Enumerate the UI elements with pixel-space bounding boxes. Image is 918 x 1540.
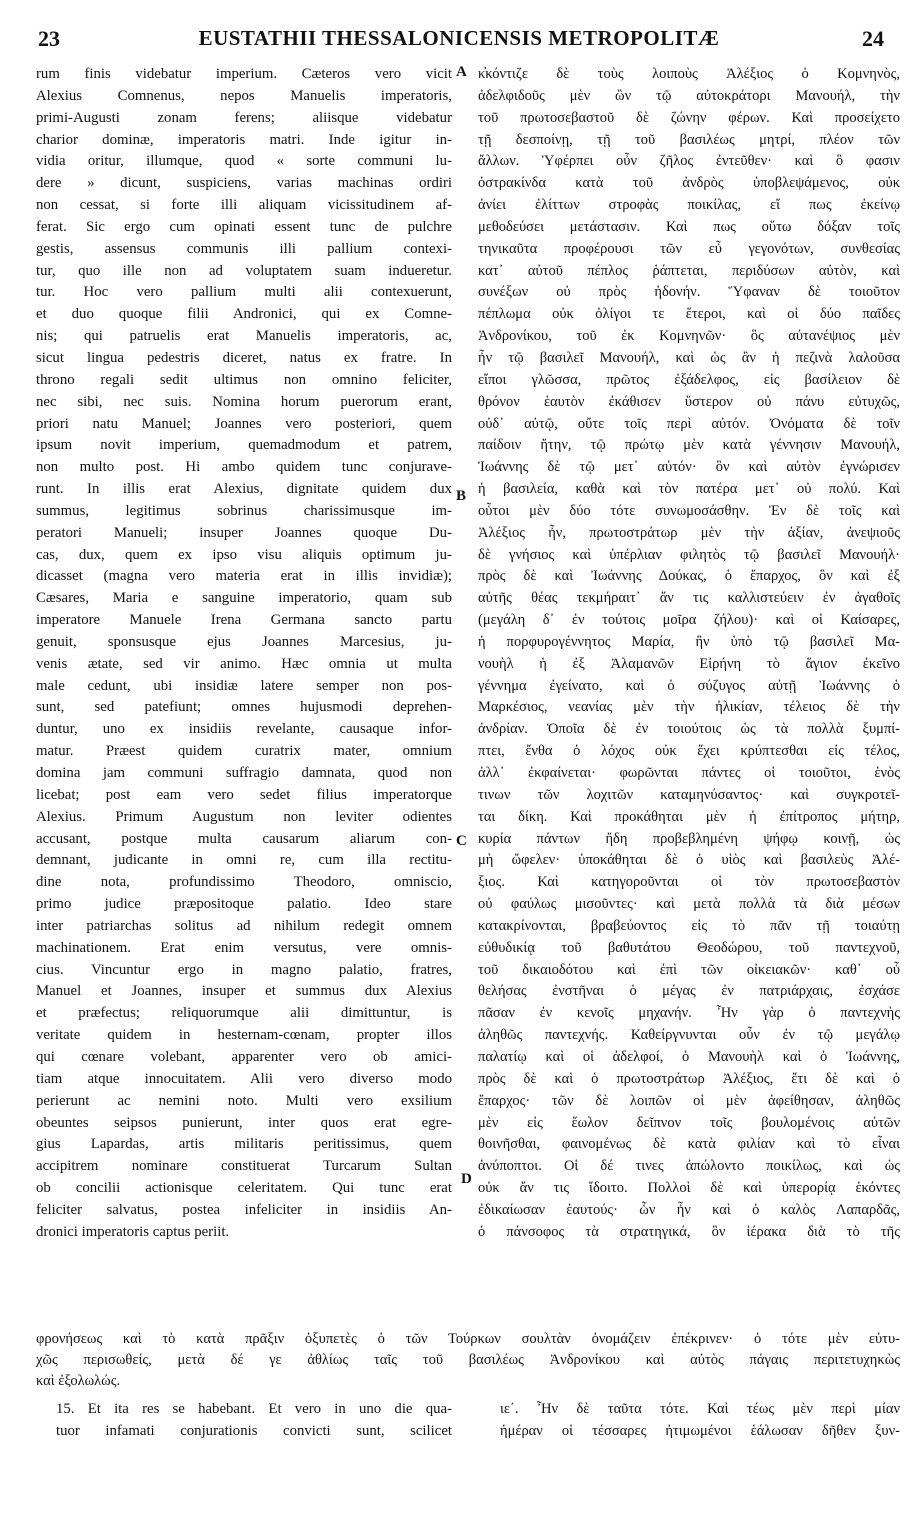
greek-text-line: Ἀνδρονίκου, τοῦ ἐκ Κομνηνῶν· ὃς αὐτανέψιος μὲν bbox=[478, 328, 900, 345]
greek-full-width-line: χῶς περισωθείς, μετὰ δέ γε ἀθλίως ταῖς τοῦ βασιλέως Ἀνδρονίκου καὶ αὐτὸς πάγαις περιτετυχηκὼς bbox=[36, 1352, 900, 1368]
greek-text-line: κατ᾽ αὐτοῦ πέπλος ῥάπτεται, περιδύσων αὐτὸν, καὶ bbox=[478, 262, 900, 279]
greek-text-line: Ἰωάννης δὲ τῷ μετ᾽ αὐτόν· ὃν καὶ αὐτὸν ἐγνώρισεν bbox=[478, 459, 900, 476]
section-latin-line: 15. Et ita res se habebant. Et vero in uno die qua- bbox=[56, 1401, 452, 1417]
latin-text-line: nis; qui patruelis erat Manuelis imperatoris, ac, bbox=[36, 328, 452, 345]
latin-text-line: matur. Præest quidem curatrix mater, omnium bbox=[36, 743, 452, 760]
latin-text-line: qui cœnare volebant, apparenter vero ob amici- bbox=[36, 1048, 452, 1065]
greek-text-line: εἴποι γλῶσσα, πρῶτος ἐξάδελφος, εἰς βασίλειον δὲ bbox=[478, 371, 900, 388]
greek-text-line: ἄλλων. Ὑφέρπει οὖν ζῆλος ἐντεῦθεν· καὶ ὃ φασιν bbox=[478, 153, 900, 170]
greek-full-width-block bbox=[36, 1329, 900, 1392]
greek-text-line: γέννημα ἐγείνατο, καὶ ὁ σύζυγος αὐτῇ Ἰωάννης ὁ bbox=[478, 677, 900, 694]
greek-text-line: θελήσας ἐνστῆναι ὁ μέγας ἐν πατριάρχαις, ἐσχάσε bbox=[478, 983, 900, 1000]
latin-text-line: obeuntes seipsos punierunt, inter quos erat egre- bbox=[36, 1114, 452, 1131]
latin-text-line: Manuel et Joannes, insuper et summus dux Alexius bbox=[36, 983, 452, 1000]
latin-text-line: dronici imperatoris captus periit. bbox=[36, 1223, 230, 1240]
greek-text-line: ἐδικαίωσαν ἑαυτούς· ὧν ἦν καὶ ὁ καλὸς Λαπαρδᾶς, bbox=[478, 1201, 900, 1218]
latin-text-line: summus, legitimus sobrinus charissimusque im- bbox=[36, 502, 452, 519]
greek-text-line: τοῦ πρωτοσεβαστοῦ δὲ ζώνην φέρων. Καὶ προσείχετο bbox=[478, 109, 900, 126]
greek-text-line: κυρία πάντων ἤδη προβεβλημένη ψήφῳ κοινῇ, ὡς bbox=[478, 830, 900, 847]
greek-text-line: τοῦ δικαιοδότου καὶ ἐπὶ τῶν οἰκειακῶν· καθ᾽ οὗ bbox=[478, 961, 900, 978]
latin-column bbox=[36, 64, 452, 1244]
greek-text-line: ἀνύποπτοι. Οἱ δέ τινες ἀπώλοντο ποικίλως, καὶ ὡς bbox=[478, 1158, 900, 1175]
latin-text-line: ferat. Sic ergo cum opinati essent tunc de pulchre bbox=[36, 218, 452, 235]
latin-text-line: imperatore Manuele Irena Germana sancto partu bbox=[36, 612, 452, 629]
greek-text-line: ξιος. Καὶ κατηγοροῦνται οἱ τὸν πρωτοσεβαστὸν bbox=[478, 874, 900, 891]
page-header bbox=[30, 6, 888, 51]
latin-text-line: primo judice præpositoque palatio. Ideo stare bbox=[36, 896, 452, 913]
greek-text-line: ἀνίει ἐλίττων στροφὰς ποικίλας, εἴ πως ἐκείνῳ bbox=[478, 197, 900, 214]
page-number-left: 23 bbox=[38, 26, 60, 51]
greek-text-line: οὐδ᾽ αὐτῷ, οὔτε τοῖς περὶ αὐτόν. Ὀνόματα δὲ τοῖν bbox=[478, 415, 900, 432]
greek-text-line: Μαρκέσιος, νεανίας μὲν τὴν ἡλικίαν, τέλειος δὲ τὴν bbox=[478, 699, 900, 716]
latin-text-line: ob concilii actionisque celeritatem. Qui tunc erat bbox=[36, 1180, 452, 1197]
latin-text-line: duntur, uno ex insidiis revelante, causaque infor- bbox=[36, 721, 452, 738]
latin-text-line: tur, quo ille non ad voluptatem suam indueretur. bbox=[36, 262, 452, 279]
latin-text-line: dere » dicunt, suspiciens, varias machinas ordiri bbox=[36, 175, 452, 192]
latin-text-line: sunt, sed patefiunt; omnes hujusmodi deprehen- bbox=[36, 699, 452, 716]
section-15-latin bbox=[56, 1398, 452, 1442]
latin-text-line: gestis, assensus communis illi pallium contexi- bbox=[36, 240, 452, 257]
latin-text-line: accipitrem nominare constituerat Turcarum Sultan bbox=[36, 1158, 452, 1175]
greek-text-line: πρὸς δὲ καὶ ὁ πρωτοστράτωρ Ἀλέξιος, ἔτι δὲ καὶ ὁ bbox=[478, 1070, 900, 1087]
latin-text-line: runt. In illis erat Alexius, dignitate quidem dux bbox=[36, 481, 452, 498]
greek-text-line: ἡ βασιλεία, καθὰ καὶ τὸν πατέρα μετ᾽ οὐ πολύ. Καὶ bbox=[478, 481, 900, 498]
greek-text-line: θρόνον ἑαυτὸν ἐκάθισεν ὕστερον οὐ πάνυ εὐτυχῶς, bbox=[478, 393, 900, 410]
latin-text-line: cius. Vincuntur ergo in magno palatio, fratres, bbox=[36, 961, 452, 978]
greek-column bbox=[478, 64, 900, 1244]
greek-text-line: ἀδελφιδοῦς μὲν ὢν τῷ αὐτοκράτορι Μανουήλ, τὴν bbox=[478, 87, 900, 104]
latin-text-line: accusant, postque multa causarum aliarum con- bbox=[36, 830, 452, 847]
latin-text-line: feliciter salvatus, postea infeliciter in insidiis An- bbox=[36, 1201, 452, 1218]
greek-text-line: ται δίκη. Καὶ προκάθηται μὲν ἡ ἐπίτροπος μήτηρ, bbox=[478, 808, 900, 825]
latin-text-line: inter patriarchas solitus ad nihilum redegit omnem bbox=[36, 917, 452, 934]
latin-text-line: tiam atque innocuitatem. Alii vero diverso modo bbox=[36, 1070, 452, 1087]
greek-text-line: τινων τῶν λοχιτῶν καταμηνύσαντος· καὶ συγκροτεῖ- bbox=[478, 786, 900, 803]
latin-text-line: perierunt ac nemini noto. Multi vero exsilium bbox=[36, 1092, 452, 1109]
latin-text-line: cas, dux, quem ex ipso visu aliquis optimum ju- bbox=[36, 546, 452, 563]
section-latin-line: tuor infamati conjurationis convicti sunt, scilicet bbox=[56, 1423, 452, 1439]
latin-text-line: dine nota, profundissimo Theodoro, omniscio, bbox=[36, 874, 452, 891]
section-greek-line: ἡμέραν οἱ τέσσαρες ἠτιμωμένοι ἑάλωσαν δῆθεν ξυν- bbox=[500, 1423, 900, 1439]
latin-text-line: nec sibi, nec suis. Nomina horum puerorum erant, bbox=[36, 393, 452, 410]
greek-text-line: πρὸς δὲ καὶ Ἰωάννης Δούκας, ὁ ἔπαρχος, ὃν καὶ ἐξ bbox=[478, 568, 900, 585]
latin-text-line: tur. Hoc vero pallium multi alii contexuerunt, bbox=[36, 284, 452, 301]
greek-text-line: μὴ ὤφελεν· ὑποκάθηται δὲ ὁ υἱὸς καὶ βασιλεὺς Ἀλέ- bbox=[478, 852, 900, 869]
greek-text-line: εὐθυδικίᾳ τοῦ βαθυτάτου Θεοδώρου, τοῦ παντεχνοῦ, bbox=[478, 939, 900, 956]
margin-marker-b: B bbox=[456, 488, 467, 504]
latin-text-line: dicasset (magna vero materia erat in illis invidiæ); bbox=[36, 568, 452, 585]
greek-text-line: Ἀλέξιος ἦν, πρωτοστράτωρ μὲν τὴν ἀξίαν, ἀνεψιοῦς bbox=[478, 524, 900, 541]
latin-text-line: veritate quidem in hesternam-cœnam, propter illos bbox=[36, 1027, 452, 1044]
greek-full-width-line: καὶ ἐξολωλώς. bbox=[36, 1373, 121, 1389]
greek-text-line: (μεγάλη δ᾽ ἐν τούτοις μοῖρα ζήλου)· καὶ οἱ Καίσαρες, bbox=[478, 612, 900, 629]
greek-text-line: πέπλωμα οὐκ ὀλίγοι τε ἕτεροι, καὶ οἱ δύο παῖδες bbox=[478, 306, 900, 323]
greek-text-line: οὗτοι μὲν δύο τότε συνωμοσάσθην. Ἐν δὲ τοῖς καὶ bbox=[478, 502, 900, 519]
latin-text-line: Cæsares, Maria e sanguine imperatorio, quam sub bbox=[36, 590, 452, 607]
greek-text-line: τηνικαῦτα προφέρουσι τῶν εὖ γεγονότων, συνθεσίας bbox=[478, 240, 900, 257]
margin-marker-c: C bbox=[456, 833, 467, 849]
greek-text-line: πᾶσαν ἐν κενοῖς μηχανήν. Ἦν γὰρ ὁ παντεχνὴς bbox=[478, 1005, 900, 1022]
greek-text-line: συνέξων οὐ πρὸς ἡδονήν. Ὕφαναν δὲ τοιοῦτον bbox=[478, 284, 900, 301]
latin-text-line: non cessat, si forte illi aliquam vicissitudinem af- bbox=[36, 197, 452, 214]
greek-text-line: αὐτῆς θέας τεκμήραιτ᾽ ἄν τις καλλιστεύειν ἐν ἀγαθοῖς bbox=[478, 590, 900, 607]
greek-text-line: μεθοδεύσει μετάστασιν. Καὶ πως οὕτω δόξαν τοῖς bbox=[478, 218, 900, 235]
latin-text-line: demnant, judicante in omni re, cum illa rectitu- bbox=[36, 852, 452, 869]
latin-text-line: genuit, sponsusque ejus Joannes Marcesius, ju- bbox=[36, 633, 452, 650]
margin-marker-a: A bbox=[456, 64, 467, 80]
latin-text-line: sicut lingua pedestris diceret, natus ex fratre. In bbox=[36, 349, 452, 366]
greek-text-line: μὲν εἰς ἕωλον δεῖπνον τοῖς βουλομένοις αὐτῶν bbox=[478, 1114, 900, 1131]
greek-text-line: ἔπαρχος· τῶν δὲ λοιπῶν οἱ μὲν ἀφείθησαν, ἀληθῶς bbox=[478, 1092, 900, 1109]
greek-text-line: οὐ φαύλως μισοῦντες· καὶ μετὰ πολλὰ τὰ διὰ μέσων bbox=[478, 896, 900, 913]
greek-text-line: ἀνδρίαν. Ὁποῖα δὲ ἐν τοιούτοις ὡς τὰ πολλὰ ξυμπί- bbox=[478, 721, 900, 738]
greek-text-line: ἦν τῷ βασιλεῖ Μανουήλ, καὶ ὡς ἂν ἡ πεζινὰ λαλοῦσα bbox=[478, 349, 900, 366]
latin-text-line: et præfectus; reliquorumque alii dimittuntur, is bbox=[36, 1005, 452, 1022]
page-number-right: 24 bbox=[862, 26, 884, 51]
greek-text-line: πτει, ἔνθα ὁ λόχος οὐκ ἔχει κρύπτεσθαι εἰς τέλος, bbox=[478, 743, 900, 760]
greek-text-line: ἡ πορφυρογέννητος Μαρία, ἣν ὑπὸ τῷ βασιλεῖ Μα- bbox=[478, 633, 900, 650]
latin-text-line: peratori Manueli; insuper Joannes quoque Du- bbox=[36, 524, 452, 541]
latin-text-line: ipsum novit imperium, quemadmodum et patrem, bbox=[36, 437, 452, 454]
greek-text-line: παίδοιν ἤτην, τῷ πρώτῳ μὲν κατὰ γέννησιν Μανουήλ, bbox=[478, 437, 900, 454]
section-15-greek bbox=[500, 1398, 900, 1442]
latin-text-line: rum finis videbatur imperium. Cæteros vero vicit bbox=[36, 66, 452, 82]
latin-text-line: primi-Augusti zonam ferens; aliisque videbatur bbox=[36, 109, 452, 126]
latin-text-line: licebat; post eam vero sedet filius imperatorque bbox=[36, 786, 452, 803]
latin-text-line: Alexius Comnenus, nepos Manuelis imperatoris, bbox=[36, 87, 452, 104]
greek-text-line: ὁ πάνσοφος τὰ στρατηγικά, ὃν ἱέρακα διὰ τὸ τῆς bbox=[478, 1223, 900, 1240]
running-title: EUSTATHII THESSALONICENSIS METROPOLITÆ bbox=[198, 26, 720, 50]
greek-text-line: θοινῆσθαι, φαινομένως δὲ κατὰ φιλίαν καὶ τὸ εἶναι bbox=[478, 1136, 900, 1153]
latin-text-line: charior dominæ, imperatoris matri. Inde igitur in- bbox=[36, 131, 452, 148]
greek-text-line: οὐκ ἄν τις ἴδοιτο. Πολλοὶ δὲ καὶ ὑπερορίᾳ ἑκόντες bbox=[478, 1180, 900, 1197]
greek-text-line: ἀλλ᾽ ἐκφαίνεται· φωρῶνται πάντες οἱ τοιοῦτοι, ἑνὸς bbox=[478, 765, 900, 781]
greek-text-line: νουὴλ ἡ ἐξ Ἀλαμανῶν Εἰρήνη τὸ ἅγιον ἐκεῖνο bbox=[478, 655, 900, 672]
latin-text-line: machinationem. Erat enim versutus, vere omnis- bbox=[36, 939, 452, 956]
greek-text-line: παλατίῳ καὶ οἱ ἀδελφοί, ὁ Μανουὴλ καὶ ὁ Ἰωάννης, bbox=[478, 1048, 900, 1065]
greek-text-line: ὀστρακίνδα κατὰ τοῦ ἀνδρὸς ὑποβλεψάμενος, οὐκ bbox=[478, 175, 900, 192]
latin-text-line: et duo quoque filii Andronici, qui ex Comne- bbox=[36, 306, 452, 323]
latin-text-line: gius Lapardas, artis militaris peritissimus, quem bbox=[36, 1136, 452, 1153]
greek-text-line: δὲ γνήσιος καὶ ὑπέρλιαν φιλητὸς τῷ βασιλεῖ Μανουήλ· bbox=[478, 546, 900, 563]
margin-marker-d: D bbox=[461, 1171, 472, 1187]
greek-text-line: κ̓κόντιζε δὲ τοὺς λοιποὺς Ἀλέξιος ὁ Κομνηνὸς, bbox=[478, 66, 900, 82]
latin-text-line: venis ætate, sed vir animo. Hæc omnia ut multa bbox=[36, 655, 452, 672]
latin-text-line: priori natu Manuel; Joannes vero posteriori, quem bbox=[36, 415, 452, 432]
section-greek-line: ιε΄. Ἦν δὲ ταῦτα τότε. Καὶ τέως μὲν περὶ μίαν bbox=[500, 1401, 900, 1417]
latin-text-line: vidia oritur, illumque, quod « sorte communi lu- bbox=[36, 153, 452, 170]
greek-text-line: ἀληθῶς παντεχνής. Καθείργνυνται οὖν ἐν τῷ μεγάλῳ bbox=[478, 1027, 900, 1044]
greek-text-line: κατακρίνονται, βραβεύοντος εἰς τὸ πᾶν τῇ τοιαύτῃ bbox=[478, 917, 900, 934]
latin-text-line: male cedunt, ubi insidiæ latere semper non pos- bbox=[36, 677, 452, 694]
latin-text-line: non multo post. Hi ambo quidem tunc conjurave- bbox=[36, 459, 452, 476]
latin-text-line: throno regali sedit ultimus non omnino feliciter, bbox=[36, 371, 452, 388]
greek-text-line: τῇ δεσποίνῃ, τῇ τοῦ βασιλέως μητρί, πλέον τῶν bbox=[478, 131, 900, 148]
latin-text-line: Alexius. Primum Augustum non leviter odientes bbox=[36, 808, 452, 825]
latin-text-line: domina jam communi suffragio damnata, quod non bbox=[36, 765, 452, 781]
greek-full-width-line: φρονήσεως καὶ τὸ κατὰ πρᾶξιν ὀξυπετὲς ὁ τῶν Τούρκων σουλτὰν ὀνομάζειν ἐπέκρινεν· ὁ τότε μὲν εὐτυ- bbox=[36, 1331, 900, 1347]
